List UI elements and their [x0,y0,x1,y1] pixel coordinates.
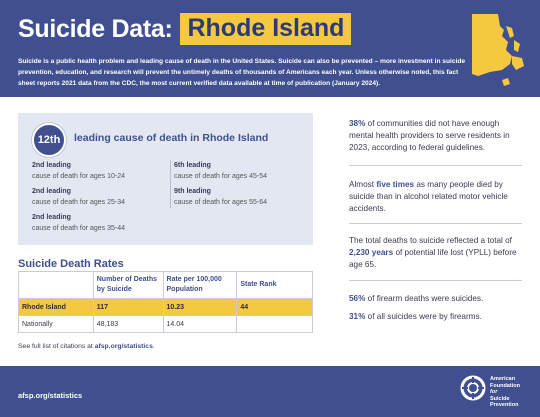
fact-firearm-deaths: 56% of firearm deaths were suicides. [349,294,484,303]
citation-link[interactable]: afsp.org/statistics [94,343,153,350]
table-header-cell: Rate per 100,000 Population [163,272,237,299]
cause-item: 6th leading cause of death for ages 45-54 [174,162,268,180]
fact-firearm-suicides: 31% of all suicides were by firearms. [349,312,482,321]
footer-url-link[interactable]: afsp.org/statistics [18,391,83,400]
fact-ypll: The total deaths to suicide reflected a total of 2,230 years of potential life lost (YPLL) before age 65. [349,236,517,269]
table-cell: 14.04 [163,316,237,333]
table-cell: 117 [93,299,163,316]
table-header-cell: State Rank [237,272,313,299]
rates-table [18,271,313,333]
cause-item: 2nd leading cause of death for ages 10-24 [32,162,126,180]
cause-item: 2nd leading cause of death for ages 25-34 [32,188,126,206]
footer-banner [0,366,540,417]
table-header-cell: Number of Deaths by Suicide [93,272,163,299]
fact-providers: 38% of communities did not have enough mental health providers to serve residents in 2023, according to federal guidelines. [349,119,510,152]
cause-item: 2nd leading cause of death for ages 35-44 [32,214,126,232]
title-main: Suicide Data: [18,14,173,43]
table-cell: 10.23 [163,299,237,316]
table-cell: Nationally [19,316,94,333]
table-row [19,316,313,333]
rank-badge: 12th [32,123,66,157]
table-cell: Rhode Island [19,299,94,316]
cause-item: 9th leading cause of death for ages 55-64 [174,188,268,206]
table-cell [237,316,313,333]
leading-cause-box [18,113,313,245]
fact-divider [349,280,522,281]
rhode-island-map-icon [468,12,526,88]
intro-text: Suicide is a public health problem and leading cause of death in the United States. Suicide can also be prevented – more investment in suicide prevention, education, and research will prevent the untimely deaths of thousands of Americans each year. Unless otherwise noted, this fact sheet reports 2021 data from the CDC, the most current verified data available at time of publication (January 2024). [18,58,466,87]
fact-divider [349,165,522,166]
page-title [18,13,351,45]
afsp-org-name: American Foundation for Suicide Prevention [490,376,520,408]
table-cell: 44 [237,299,313,316]
table-row [19,299,313,316]
table-header-cell [19,272,94,299]
rates-title: Suicide Death Rates [18,258,124,270]
fact-divider [349,223,522,224]
rank-text: leading cause of death in Rhode Island [74,132,269,144]
table-cell: 48,183 [93,316,163,333]
fact-motor-vehicle: Almost five times as many people died by suicide than in alcohol related motor vehicle accidents. [349,180,508,213]
title-state: Rhode Island [180,13,351,45]
column-divider [170,160,171,208]
citation-note: See full list of citations at afsp.org/statistics. [18,343,155,350]
table-header-row [19,272,313,299]
afsp-logo-icon [460,375,486,401]
header-banner [0,0,540,97]
